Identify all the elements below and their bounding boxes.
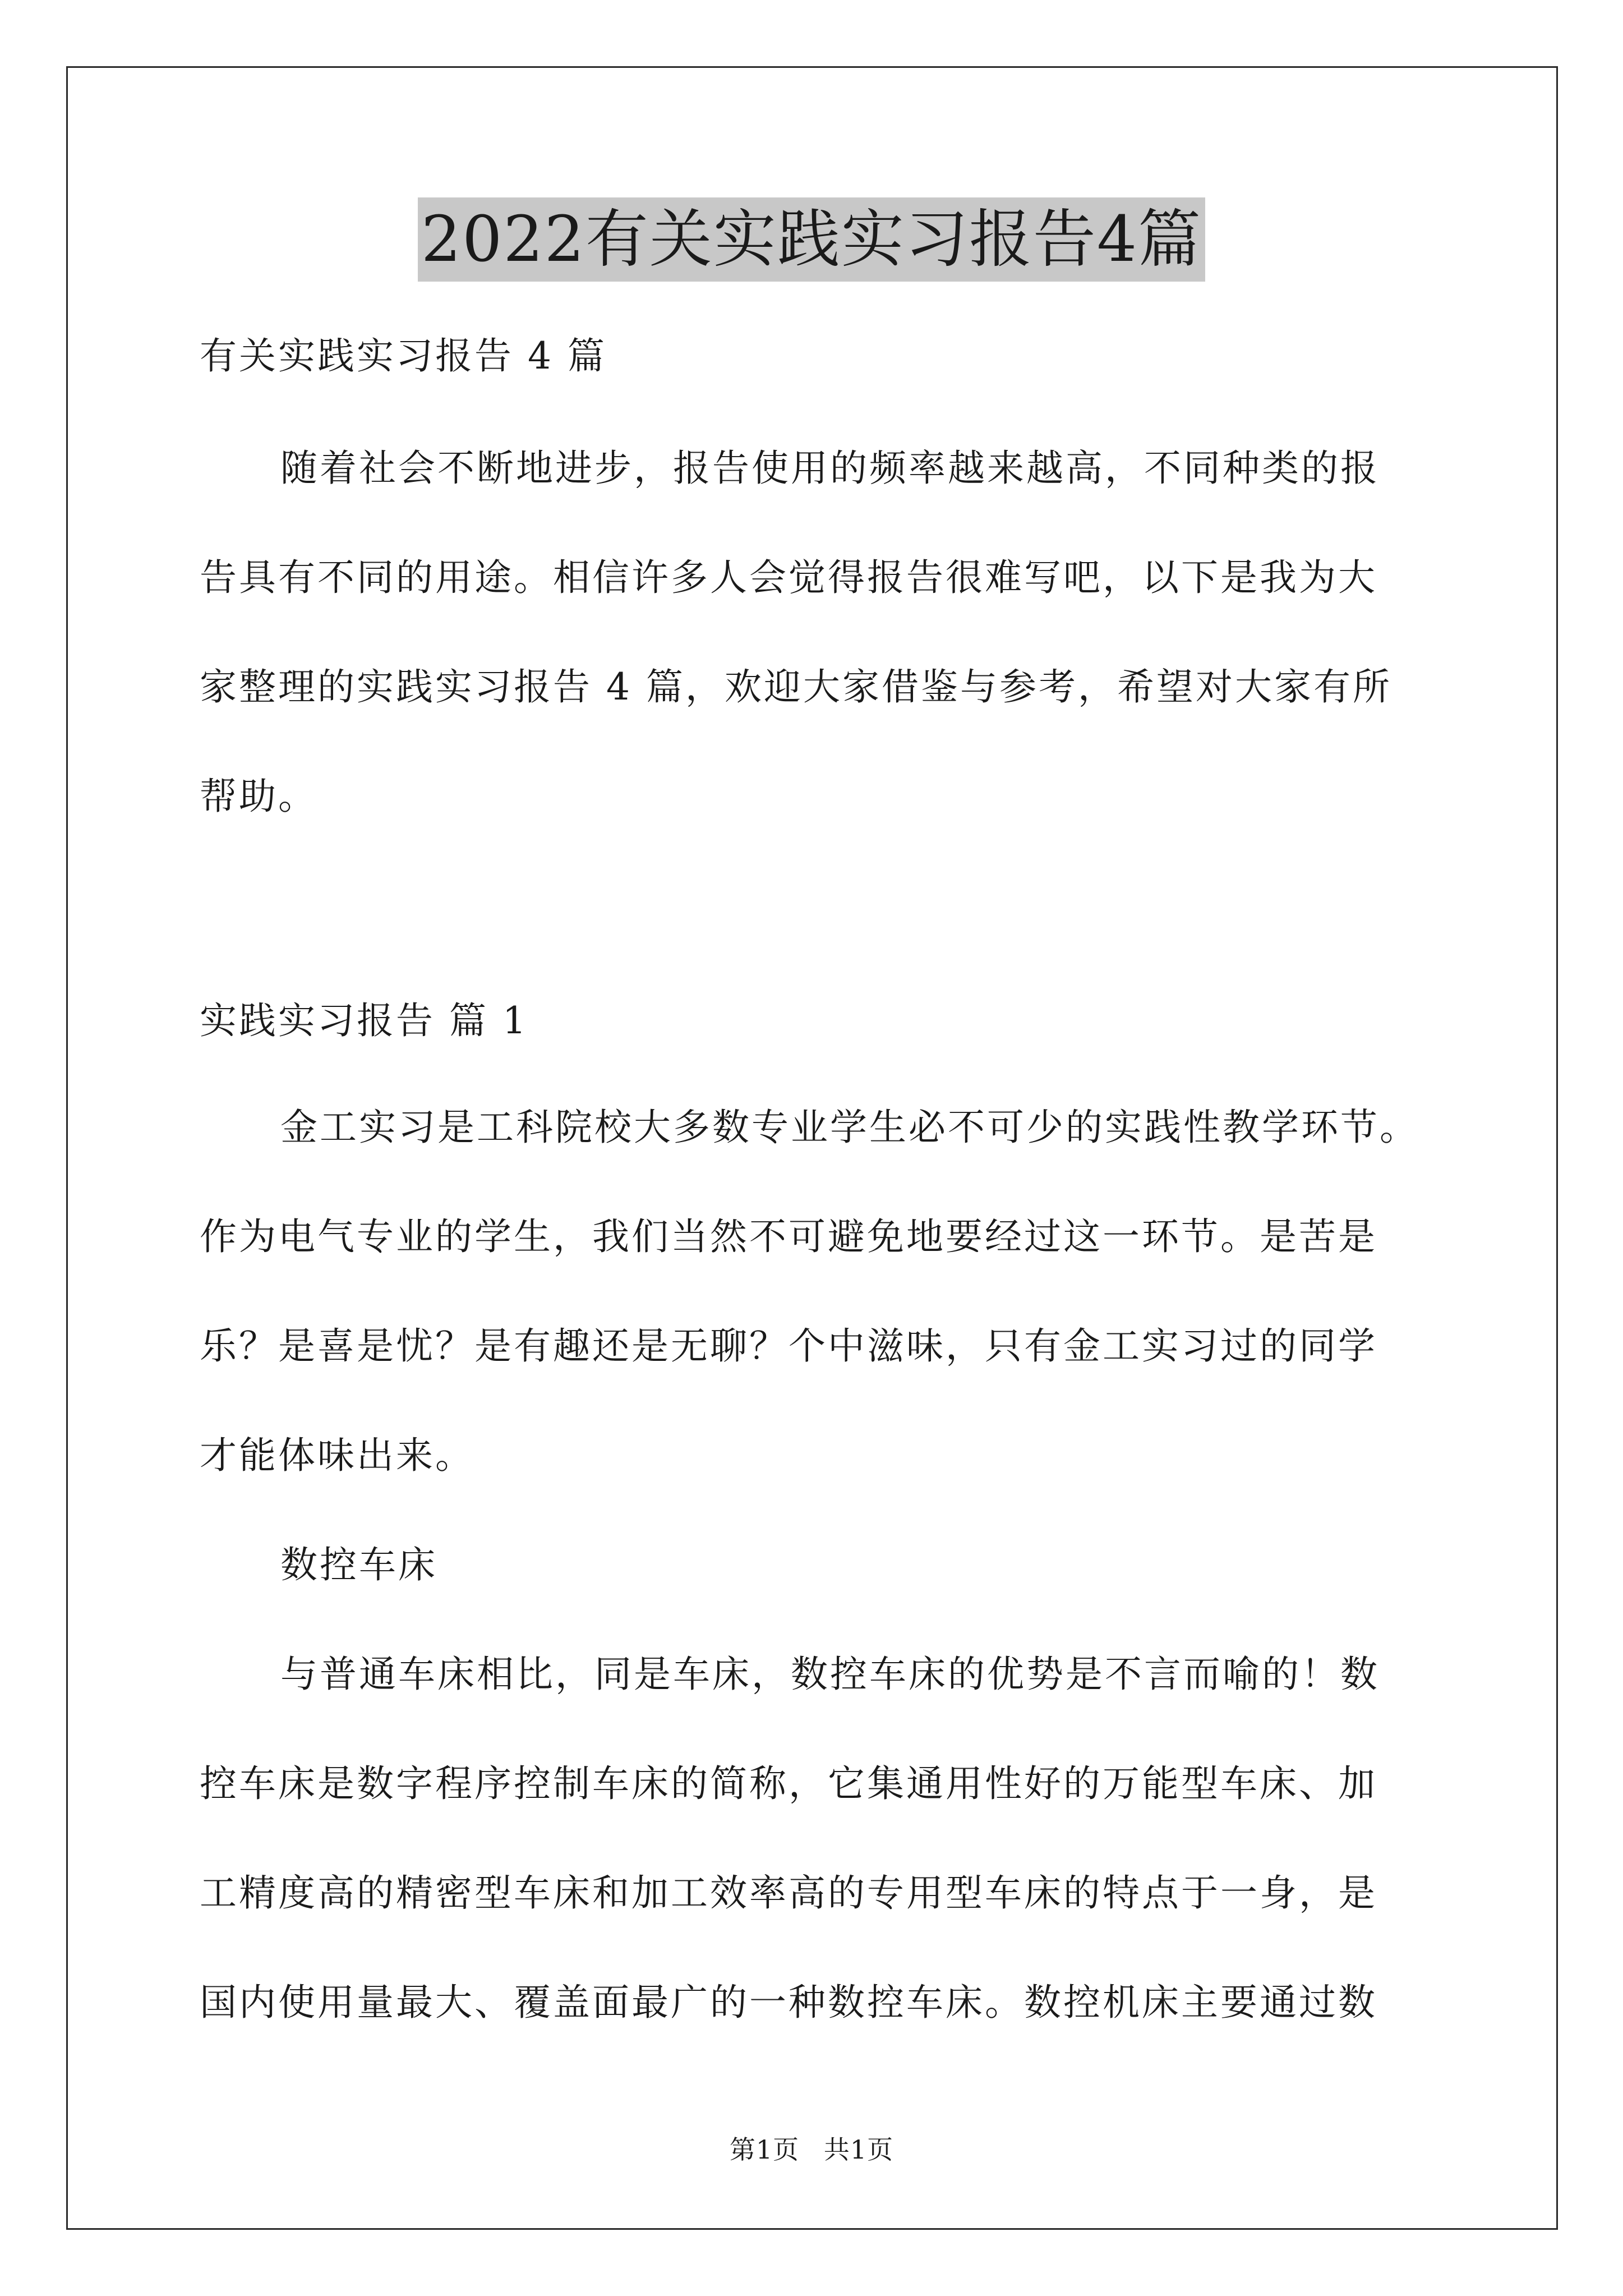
- paragraph-line: 告具有不同的用途。相信许多人会觉得报告很难写吧，以下是我为大: [200, 556, 1377, 599]
- title-container: [0, 197, 1623, 282]
- paragraph-line: 与普通车床相比，同是车床，数控车床的优势是不言而喻的！数: [280, 1653, 1380, 1696]
- subheading-line: 数控车床: [280, 1543, 437, 1586]
- paragraph-line: 家整理的实践实习报告 4 篇，欢迎大家借鉴与参考，希望对大家有所: [200, 665, 1392, 708]
- paragraph-line: 才能体味出来。: [200, 1434, 474, 1477]
- paragraph-line: 控车床是数字程序控制车床的简称，它集通用性好的万能型车床、加: [200, 1762, 1377, 1805]
- paragraph-line: 帮助。: [200, 775, 317, 818]
- document-title: 2022有关实践实习报告4篇: [418, 197, 1205, 282]
- page-footer: [0, 2129, 1623, 2166]
- heading-line: 有关实践实习报告 4 篇: [200, 334, 607, 378]
- paragraph-line: 作为电气专业的学生，我们当然不可避免地要经过这一环节。是苦是: [200, 1215, 1377, 1258]
- paragraph-line: 工精度高的精密型车床和加工效率高的专用型车床的特点于一身，是: [200, 1871, 1377, 1915]
- paragraph-line: 金工实习是工科院校大多数专业学生必不可少的实践性教学环节。: [280, 1106, 1419, 1149]
- paragraph-line: 国内使用量最大、覆盖面最广的一种数控车床。数控机床主要通过数: [200, 1981, 1377, 2024]
- section-heading: 实践实习报告 篇 1: [200, 999, 528, 1042]
- page-total: 共1页: [823, 2134, 894, 2165]
- paragraph-line: 随着社会不断地进步，报告使用的频率越来越高，不同种类的报: [280, 447, 1380, 490]
- page-number: 第1页: [729, 2134, 800, 2165]
- paragraph-line: 乐？是喜是忧？是有趣还是无聊？个中滋味，只有金工实习过的同学: [200, 1324, 1377, 1368]
